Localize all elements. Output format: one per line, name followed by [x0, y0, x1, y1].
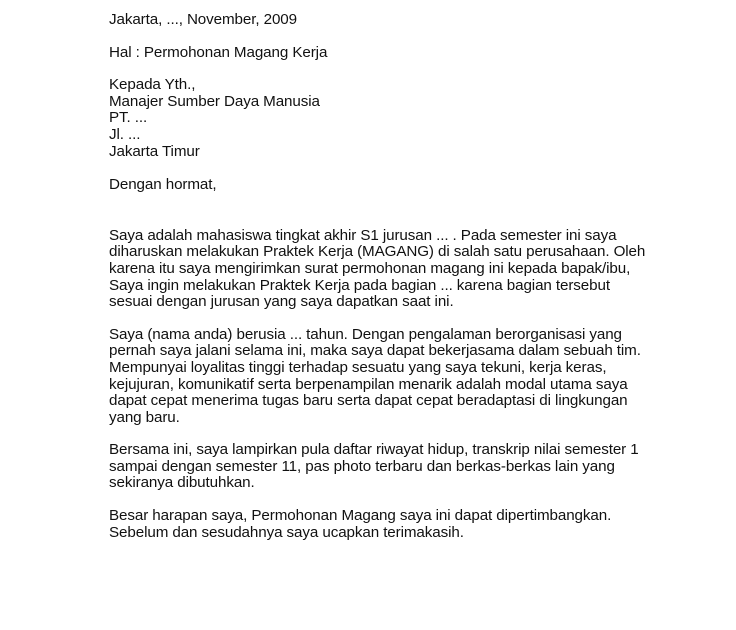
paragraph-line: pernah saya jalani selama ini, maka saya dapat bekerjasama dalam sebuah tim.: [109, 342, 641, 360]
paragraph-line: diharuskan melakukan Praktek Kerja (MAGANG) di salah satu perusahaan. Oleh: [109, 243, 646, 261]
body-paragraph-3: [109, 442, 729, 492]
body-paragraph-1: [109, 228, 729, 311]
recipient-line: Jl. ...: [109, 125, 141, 143]
paragraph-line: kejujuran, komunikatif serta berpenampilan menarik adalah modal utama saya: [109, 375, 628, 393]
paragraph-line: Besar harapan saya, Permohonan Magang saya ini dapat dipertimbangkan.: [109, 507, 612, 525]
recipient-line: Jakarta Timur: [109, 142, 200, 160]
paragraph-line: Bersama ini, saya lampirkan pula daftar riwayat hidup, transkrip nilai semester 1: [109, 441, 639, 459]
recipient-line: Kepada Yth.,: [109, 76, 196, 94]
paragraph-line: Saya ingin melakukan Praktek Kerja pada bagian ... karena bagian tersebut: [109, 276, 610, 294]
paragraph-line: sekiranya dibutuhkan.: [109, 474, 255, 492]
salutation: Dengan hormat,: [109, 176, 217, 194]
letter-date: Jakarta, ..., November, 2009: [109, 11, 297, 28]
body-paragraph-4: [109, 508, 729, 541]
paragraph-line: Saya adalah mahasiswa tingkat akhir S1 jurusan ... . Pada semester ini saya: [109, 226, 617, 244]
paragraph-line: Saya (nama anda) berusia ... tahun. Dengan pengalaman berorganisasi yang: [109, 325, 622, 343]
paragraph-line: sesuai dengan jurusan yang saya dapatkan saat ini.: [109, 293, 454, 311]
letter-document: [109, 9, 729, 541]
paragraph-line: Mempunyai loyalitas tinggi terhadap sesuatu yang saya tekuni, kerja keras,: [109, 358, 607, 376]
recipient-line: PT. ...: [109, 109, 148, 127]
paragraph-line: sampai dengan semester 11, pas photo terbaru dan berkas-berkas lain yang: [109, 457, 615, 475]
paragraph-line: yang baru.: [109, 408, 180, 426]
body-paragraph-2: [109, 327, 729, 427]
recipient-block: [109, 77, 729, 160]
recipient-line: Manajer Sumber Daya Manusia: [109, 92, 320, 110]
letter-subject: Hal : Permohonan Magang Kerja: [109, 43, 328, 61]
paragraph-line: Sebelum dan sesudahnya saya ucapkan terimakasih.: [109, 523, 464, 541]
paragraph-line: dapat cepat menerima tugas baru serta dapat cepat beradaptasi di lingkungan: [109, 392, 628, 410]
paragraph-line: karena itu saya mengirimkan surat permohonan magang ini kepada bapak/ibu,: [109, 259, 631, 277]
